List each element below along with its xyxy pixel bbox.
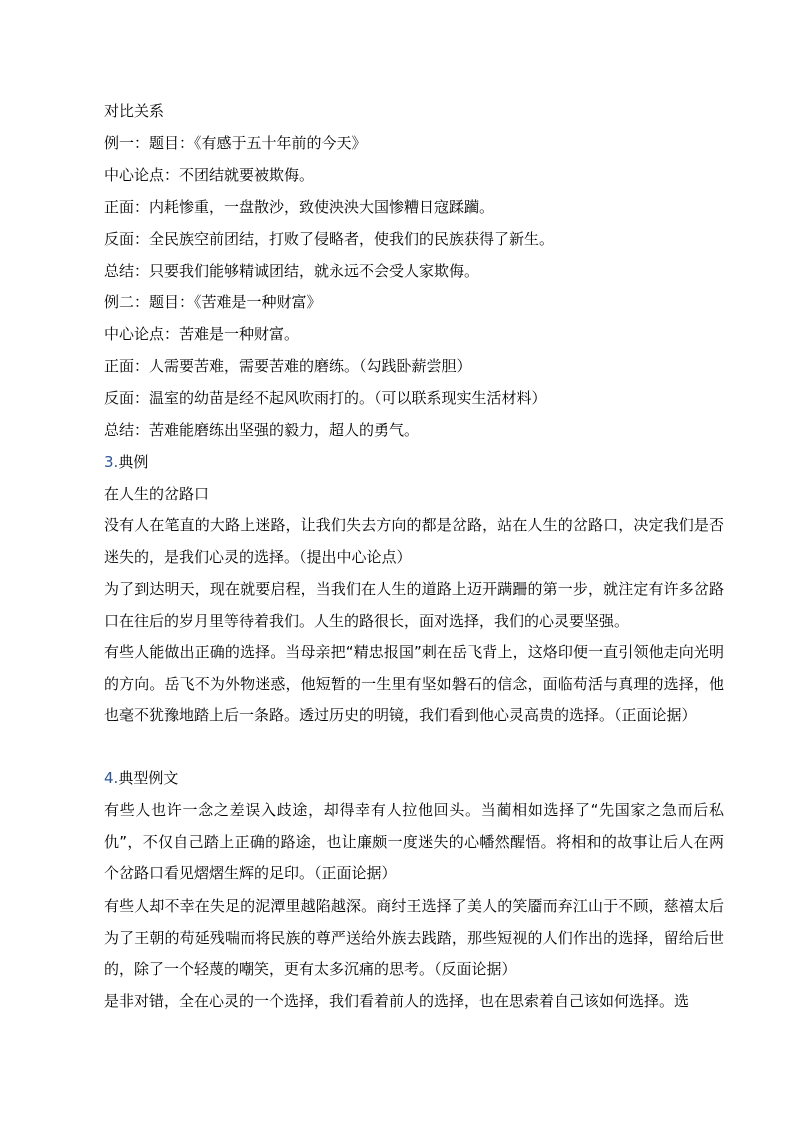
essay-paragraph-2 [104,574,724,637]
essay-paragraph-4-text: 有些人也许一念之差误入歧途，却得幸有人拉他回头。当蔺相如选择了“先国家之急而后私仇”，不仅自己踏上正确的路途，也让廉颇一度迷失的心幡然醒悟。将相和的故事让后人在两个岔路口看见熠熠生辉的足印。（正面论据） [104,801,724,882]
example-one-thesis: 中心论点：不团结就要被欺侮。 [104,166,315,184]
example-one-title: 例一：题目：《有感于五十年前的今天》 [104,134,367,152]
heading-comparison: 对比关系 [104,102,165,120]
essay-paragraph-3 [104,637,724,732]
essay-paragraph-1-text: 没有人在笔直的大路上迷路，让我们失去方向的都是岔路，站在人生的岔路口，决定我们是否迷失的，是我们心灵的选择。（提出中心论点） [104,516,724,566]
example-one-negative: 反面：全民族空前团结，打败了侵略者，使我们的民族获得了新生。 [104,230,555,248]
essay-paragraph-2-text: 为了到达明天，现在就要启程，当我们在人生的道路上迈开蹒跚的第一步，就注定有许多岔路口在往后的岁月里等待着我们。人生的路很长，面对选择，我们的心灵要坚强。 [104,580,724,630]
section-3-title: 典例 [118,453,149,471]
example-two-positive: 正面：人需要苦难，需要苦难的磨练。（勾践卧薪尝胆） [104,357,472,375]
example-two-title: 例二：题目：《苦难是一种财富》 [104,293,322,311]
essay-paragraph-3-text: 有些人能做出正确的选择。当母亲把“精忠报国”刺在岳飞背上，这烙印便一直引领他走向光明的方向。岳飞不为外物迷惑，他短暂的一生里有坚如磐石的信念，面临苟活与真理的选择，他也毫不犹豫地踏上后一条路。透过历史的明镜，我们看到他心灵高贵的选择。（正面论据） [104,643,724,724]
essay-title: 在人生的岔路口 [104,485,210,503]
section-3-number: 3. [104,453,119,471]
example-one-positive: 正面：内耗惨重，一盘散沙，致使泱泱大国惨糟日寇蹂躏。 [104,198,495,216]
essay-paragraph-6 [104,986,724,1018]
essay-paragraph-5 [104,891,724,986]
example-two-negative: 反面：温室的幼苗是经不起风吹雨打的。（可以联系现实生活材料） [104,389,547,407]
section-3-heading [104,452,148,472]
example-one-summary: 总结：只要我们能够精诚团结，就永远不会受人家欺侮。 [104,262,480,280]
example-two-summary: 总结：苦难能磨练出坚强的毅力，超人的勇气。 [104,421,420,439]
essay-paragraph-1 [104,510,724,573]
essay-paragraph-5-text: 有些人却不幸在失足的泥潭里越陷越深。商纣王选择了美人的笑靥而弃江山于不顾，慈禧太后为了王朝的苟延残喘而将民族的尊严送给外族去践踏，那些短视的人们作出的选择，留给后世的，除了一个轻蔑的嘲笑，更有太多沉痛的思考。（反面论据） [104,897,724,978]
section-4-number: 4. [104,769,119,787]
section-4-title: 典型例文 [118,769,179,787]
essay-paragraph-6-text: 是非对错，全在心灵的一个选择，我们看着前人的选择，也在思索着自己该如何选择。选 [104,992,690,1010]
example-two-thesis: 中心论点：苦难是一种财富。 [104,325,300,343]
section-4-heading [104,768,178,788]
essay-paragraph-4 [104,795,724,890]
